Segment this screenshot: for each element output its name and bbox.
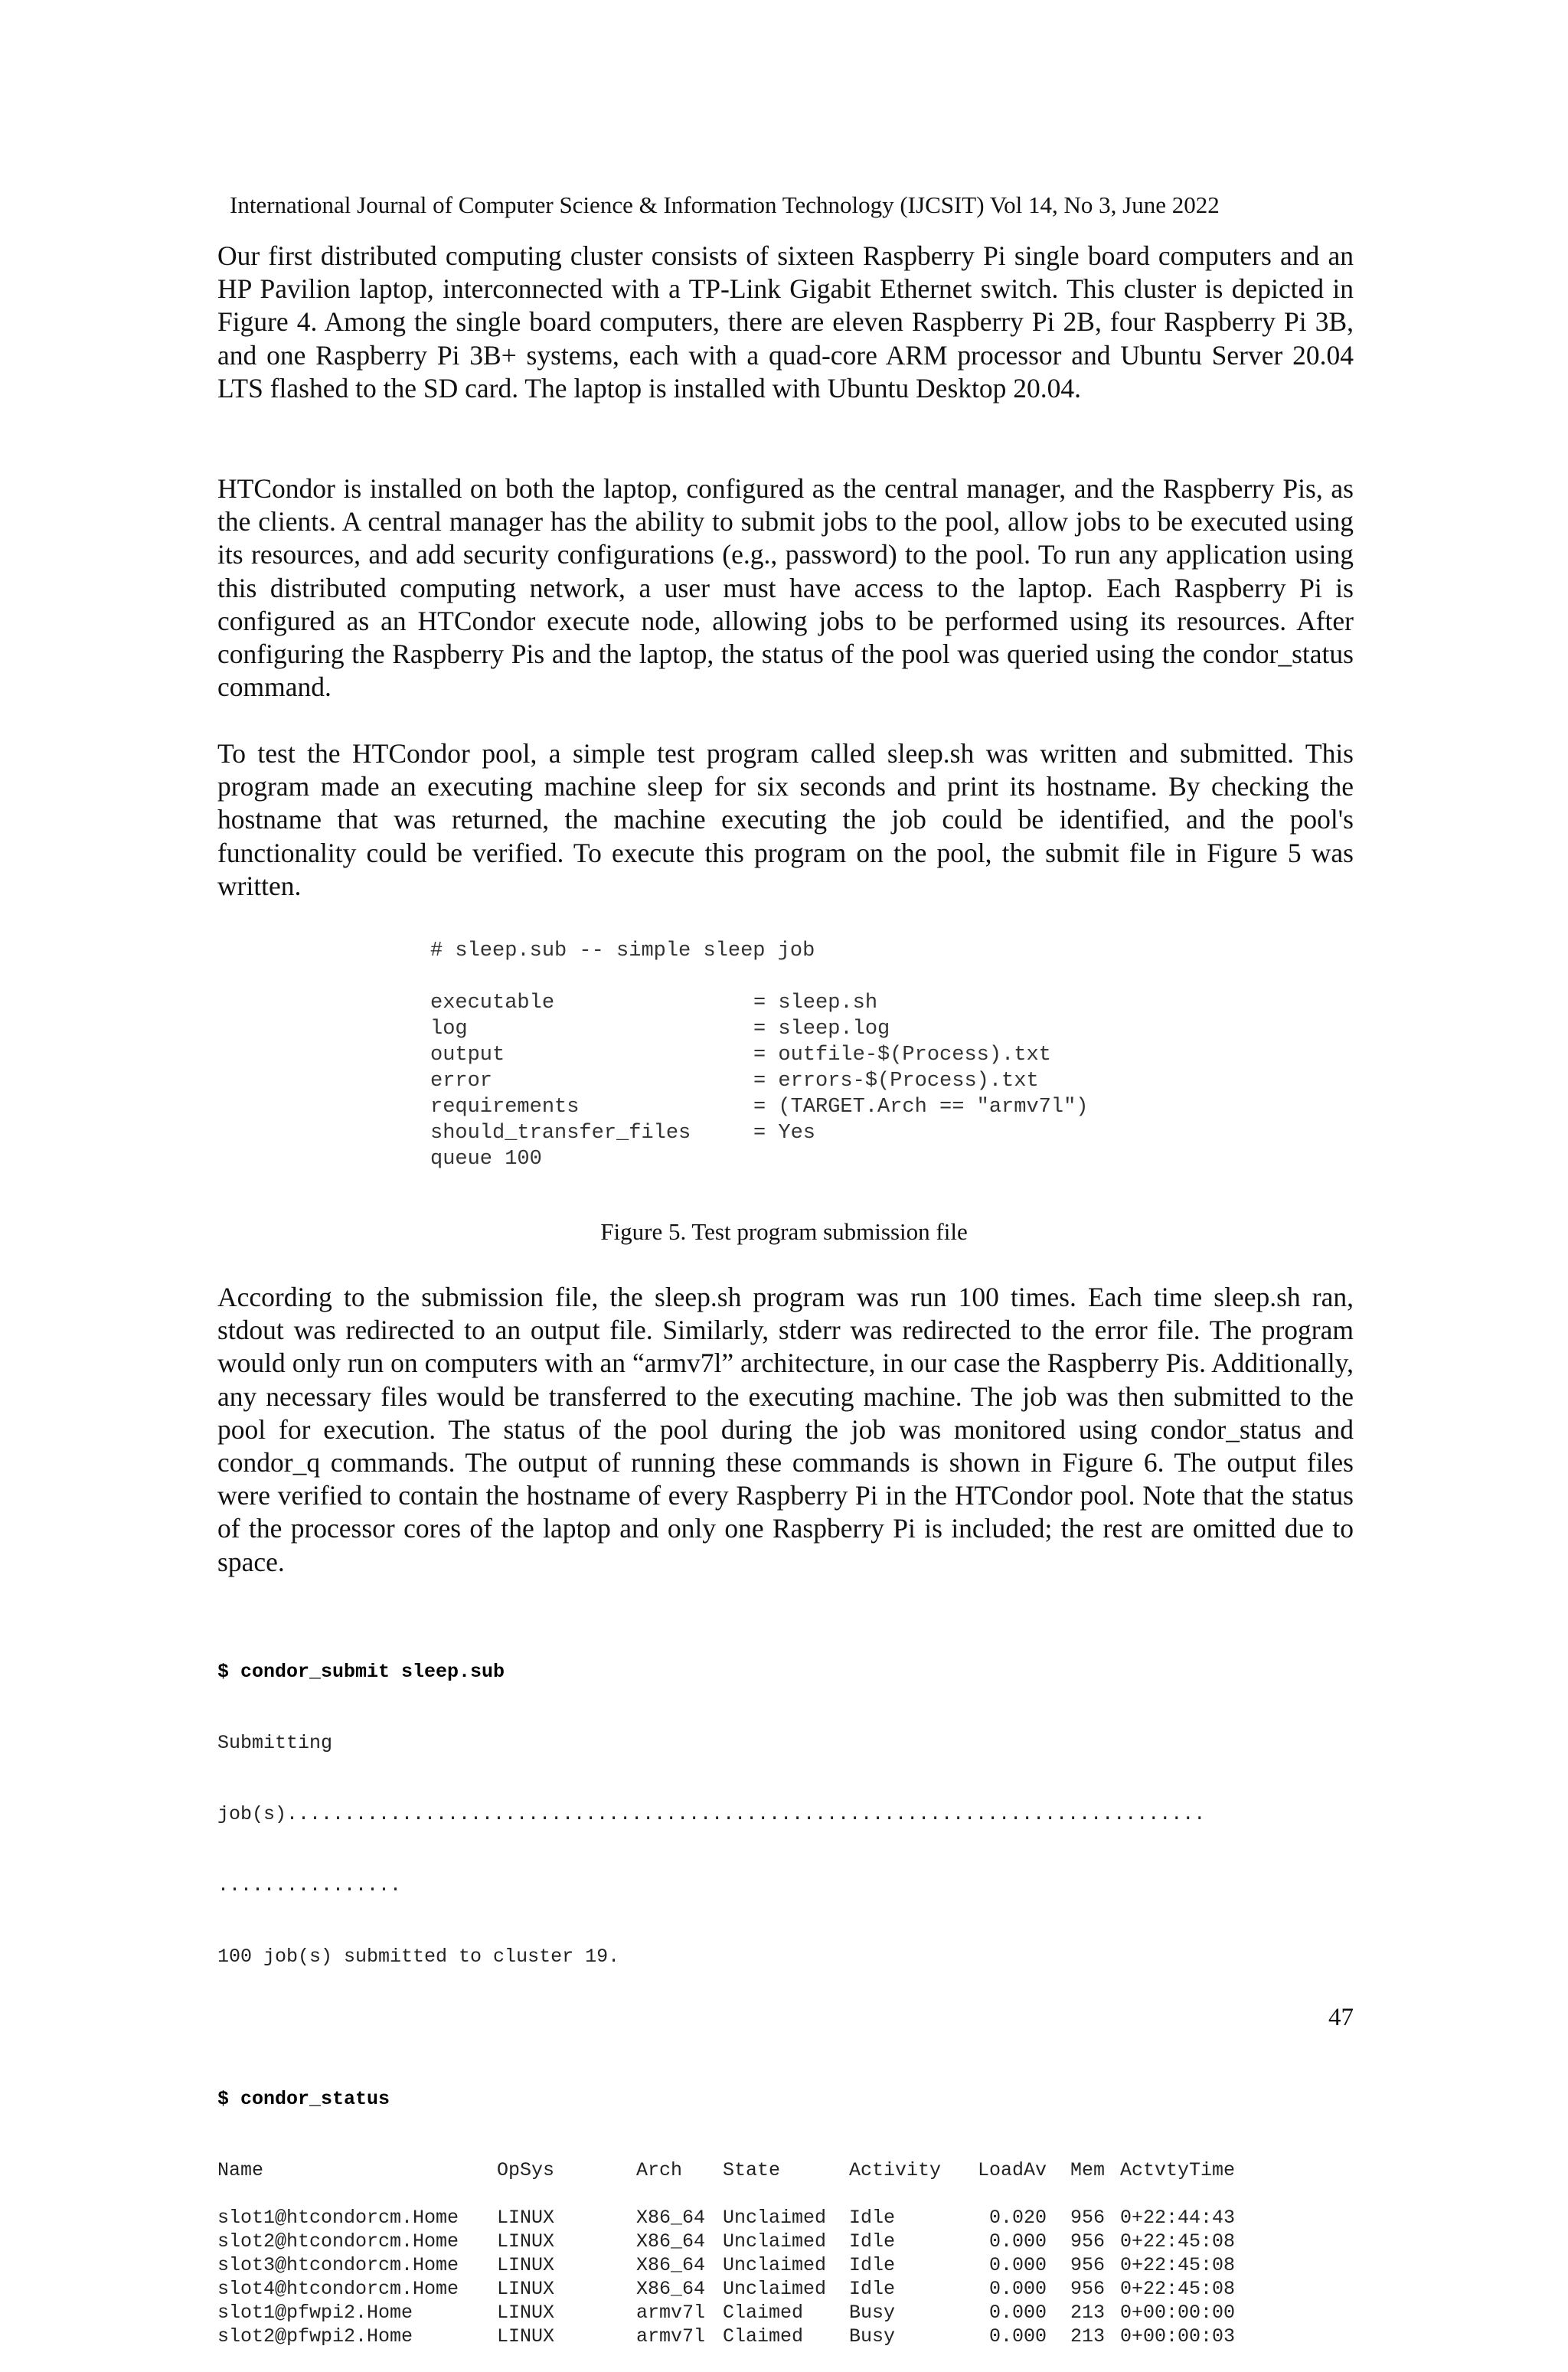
- submit-file-line: [430, 990, 1088, 1016]
- status-cell: slot3@htcondorcm.Home: [217, 2254, 459, 2276]
- condor-status-table: [217, 2158, 1250, 2348]
- status-cell: Idle: [849, 2207, 896, 2229]
- status-cell: 0+22:44:43: [1120, 2207, 1236, 2229]
- status-cell: 213: [1070, 2302, 1106, 2324]
- paragraph-cluster-description: Our first distributed computing cluster consists of sixteen Raspberry Pi single board computers and an HP Pavilion laptop, interconnected with a TP-Link Gigabit Ethernet switch. This cluster is depicted in Figure 4. Among the single board computers, there are eleven Raspberry Pi 2B, four Raspberry Pi 3B, and one Raspberry Pi 3B+ systems, each with a quad-core ARM processor and Ubuntu Server 20.04 LTS flashed to the SD card. The laptop is installed with Ubuntu Desktop 20.04.: [217, 240, 1354, 404]
- status-cell: 956: [1070, 2278, 1106, 2300]
- status-cell: Claimed: [723, 2302, 804, 2324]
- status-cell: Unclaimed: [723, 2254, 827, 2276]
- status-cell: slot1@pfwpi2.Home: [217, 2302, 413, 2324]
- submit-file-figure: [430, 938, 1088, 1172]
- status-header: State: [723, 2159, 781, 2181]
- submit-file-value: = outfile-$(Process).txt: [753, 1044, 1051, 1067]
- status-cell: LINUX: [497, 2325, 555, 2347]
- submit-file-value: = sleep.sh: [753, 992, 878, 1014]
- status-cell: LINUX: [497, 2302, 555, 2324]
- status-cell: slot2@htcondorcm.Home: [217, 2230, 459, 2253]
- status-cell: slot1@htcondorcm.Home: [217, 2207, 459, 2229]
- submit-file-key: log: [430, 1018, 468, 1041]
- status-cell: LINUX: [497, 2254, 555, 2276]
- status-cell: 0.000: [989, 2254, 1047, 2276]
- status-header: ActvtyTime: [1120, 2159, 1236, 2181]
- status-cell: Unclaimed: [723, 2278, 827, 2300]
- status-cell: Claimed: [723, 2325, 804, 2347]
- submit-file-key: error: [430, 1070, 493, 1093]
- status-cell: Busy: [849, 2302, 896, 2324]
- status-header-row: [217, 2158, 1250, 2182]
- status-cell: 956: [1070, 2207, 1106, 2229]
- status-cell: 0+00:00:00: [1120, 2302, 1236, 2324]
- status-row: [217, 2253, 1250, 2277]
- submit-file-line: [430, 1094, 1088, 1120]
- status-header: Name: [217, 2159, 264, 2181]
- condor-submit-command: $ condor_submit sleep.sub: [217, 1661, 505, 1683]
- submit-file-value: = sleep.log: [753, 1018, 890, 1041]
- status-cell: armv7l: [636, 2302, 706, 2324]
- status-row: [217, 2301, 1250, 2325]
- submit-file-key: requirements: [430, 1096, 580, 1119]
- status-header: Mem: [1070, 2159, 1106, 2181]
- status-header: Arch: [636, 2159, 683, 2181]
- submit-output-line: 100 job(s) submitted to cluster 19.: [217, 1946, 620, 1968]
- page-number: 47: [1328, 2004, 1354, 2031]
- figure-5-caption: Figure 5. Test program submission file: [600, 1218, 968, 1245]
- status-row: [217, 2325, 1250, 2348]
- submit-output-line: ................: [217, 1874, 402, 1897]
- status-cell: 0.000: [989, 2302, 1047, 2324]
- submit-file-line: [430, 1120, 1088, 1146]
- status-cell: 0.000: [989, 2325, 1047, 2347]
- status-cell: 956: [1070, 2254, 1106, 2276]
- paragraph-test-program: To test the HTCondor pool, a simple test program called sleep.sh was written and submitted. This program made an executing machine sleep for six seconds and print its hostname. By checking the hostname that was returned, the machine executing the job could be identified, and the pool's functionality could be verified. To execute this program on the pool, the submit file in Figure 5 was written.: [217, 738, 1354, 901]
- submit-file-line: [430, 1068, 1088, 1094]
- submit-file-queue: queue 100: [430, 1148, 542, 1171]
- condor-status-command: $ condor_status: [217, 2088, 390, 2110]
- status-cell: 0+22:45:08: [1120, 2278, 1236, 2300]
- status-cell: Busy: [849, 2325, 896, 2347]
- submit-file-key: executable: [430, 992, 555, 1014]
- status-header: Activity: [849, 2159, 942, 2181]
- status-cell: LINUX: [497, 2207, 555, 2229]
- submit-file-comment: # sleep.sub -- simple sleep job: [430, 939, 815, 962]
- paragraph-submission-results: According to the submission file, the sleep.sh program was run 100 times. Each time sleep.sh ran, stdout was redirected to an output file. Similarly, stderr was redirected to the error file. The program would only run on computers with an “armv7l” architecture, in our case the Raspberry Pis. Additionally, any necessary files would be transferred to the executing machine. The job was then submitted to the pool for execution. The status of the pool during the job was monitored using condor_status and condor_q commands. The output of running these commands is shown in Figure 6. The output files were verified to contain the hostname of every Raspberry Pi in the HTCondor pool. Note that the status of the processor cores of the laptop and only one Raspberry Pi is included; the rest are omitted due to space.: [217, 1282, 1354, 1577]
- status-cell: 0+22:45:08: [1120, 2254, 1236, 2276]
- status-cell: slot2@pfwpi2.Home: [217, 2325, 413, 2347]
- terminal-output: [217, 1612, 1250, 2372]
- status-cell: 956: [1070, 2230, 1106, 2253]
- status-cell: 0+22:45:08: [1120, 2230, 1236, 2253]
- status-row: [217, 2277, 1250, 2301]
- submit-file-key: should_transfer_files: [430, 1122, 691, 1145]
- submit-file-value: = errors-$(Process).txt: [753, 1070, 1039, 1093]
- status-cell: X86_64: [636, 2230, 706, 2253]
- submit-file-key: output: [430, 1044, 505, 1067]
- status-cell: Idle: [849, 2278, 896, 2300]
- status-cell: 0.020: [989, 2207, 1047, 2229]
- status-cell: X86_64: [636, 2254, 706, 2276]
- status-cell: Idle: [849, 2230, 896, 2253]
- status-cell: 0+00:00:03: [1120, 2325, 1236, 2347]
- status-cell: slot4@htcondorcm.Home: [217, 2278, 459, 2300]
- submit-output-line: Submitting: [217, 1732, 333, 1754]
- submit-file-value: = (TARGET.Arch == "armv7l"): [753, 1096, 1089, 1119]
- status-cell: X86_64: [636, 2207, 706, 2229]
- paragraph-htcondor-setup: HTCondor is installed on both the laptop, configured as the central manager, and the Raspberry Pis, as the clients. A central manager has the ability to submit jobs to the pool, allow jobs to be executed using its resources, and add security configurations (e.g., password) to the pool. To run any application using this distributed computing network, a user must have access to the laptop. Each Raspberry Pi is configured as an HTCondor execute node, allowing jobs to be performed using its resources. After configuring the Raspberry Pis and the laptop, the status of the pool was queried using the condor_status command.: [217, 473, 1354, 703]
- status-row: [217, 2230, 1250, 2253]
- status-cell: LINUX: [497, 2230, 555, 2253]
- submit-file-line: [430, 1042, 1088, 1068]
- status-cell: 0.000: [989, 2230, 1047, 2253]
- status-cell: Idle: [849, 2254, 896, 2276]
- submit-output-line: job(s)................................................................................: [217, 1803, 1206, 1825]
- status-cell: X86_64: [636, 2278, 706, 2300]
- status-header: OpSys: [497, 2159, 555, 2181]
- status-cell: armv7l: [636, 2325, 706, 2347]
- status-cell: 213: [1070, 2325, 1106, 2347]
- status-cell: Unclaimed: [723, 2207, 827, 2229]
- status-header: LoadAv: [978, 2159, 1047, 2181]
- status-cell: Unclaimed: [723, 2230, 827, 2253]
- submit-file-value: = Yes: [753, 1122, 816, 1145]
- status-cell: 0.000: [989, 2278, 1047, 2300]
- status-cell: LINUX: [497, 2278, 555, 2300]
- submit-file-line: [430, 1016, 1088, 1042]
- journal-header: International Journal of Computer Science & Information Technology (IJCSIT) Vol 14, No 3, June 2022: [230, 191, 1220, 218]
